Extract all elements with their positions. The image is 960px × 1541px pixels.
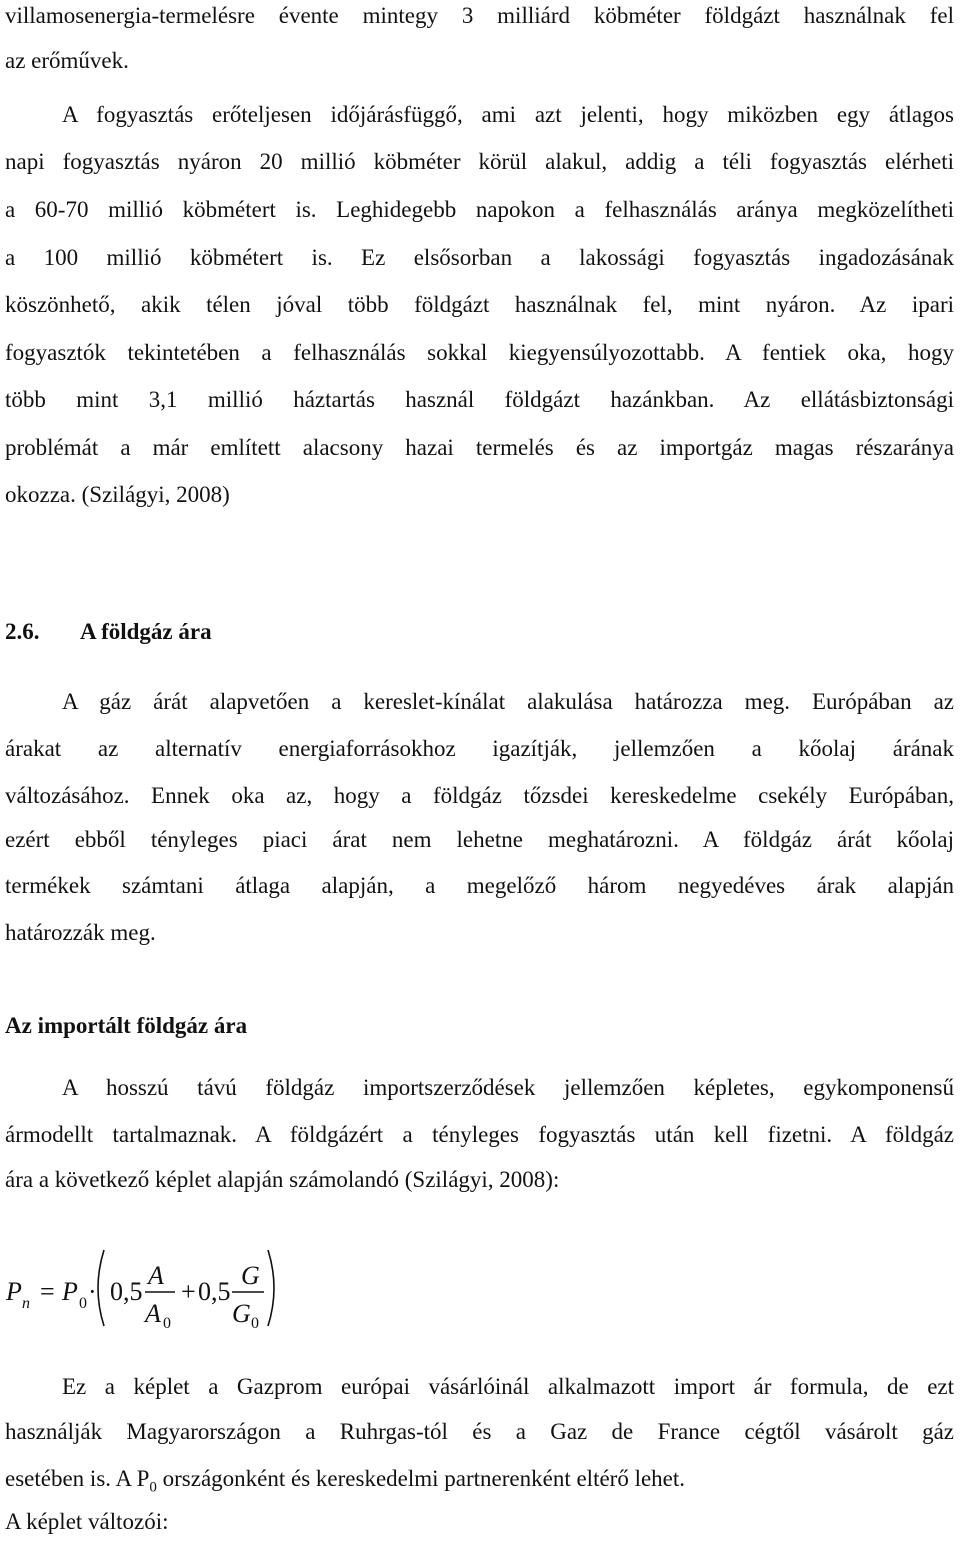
formula-p0: P bbox=[62, 1277, 78, 1306]
text-line: a 100 millió köbmétert is. Ez elsősorban a lakossági fogyasztás ingadozásának bbox=[5, 245, 954, 270]
text-line: okozza. (Szilágyi, 2008) bbox=[5, 482, 230, 507]
subscript-zero: 0 bbox=[149, 1479, 157, 1496]
text-line: a 60-70 millió köbmétert is. Leghidegebb napokon a felhasználás aránya megközelítheti bbox=[5, 197, 954, 222]
text-line: ára a következő képlet alapján számolandó (Szilágyi, 2008): bbox=[5, 1167, 560, 1192]
text-line: A fogyasztás erőteljesen időjárásfüggő, ami azt jelenti, hogy miközben egy átlagos bbox=[62, 102, 954, 127]
formula-denominator-1: A bbox=[145, 1299, 161, 1328]
formula-numerator-1: A bbox=[148, 1261, 164, 1290]
text-line: fogyasztók tekintetében a felhasználás sokkal kiegyensúlyozottabb. A fentiek oka, hogy bbox=[5, 340, 954, 365]
text-line: problémát a már említett alacsony hazai termelés és az importgáz magas részaránya bbox=[5, 435, 954, 460]
section-title: A földgáz ára bbox=[80, 619, 212, 644]
formula-pn-subscript: n bbox=[22, 1295, 30, 1312]
price-formula bbox=[0, 1228, 960, 1338]
text-line: több mint 3,1 millió háztartás használ földgázt hazánkban. Az ellátásbiztonsági bbox=[5, 387, 954, 412]
text-line: A gáz árát alapvetően a kereslet-kínálat alakulása határozza meg. Európában az bbox=[62, 689, 954, 714]
text-line: változásához. Ennek oka az, hogy a földgáz tőzsdei kereskedelme csekély Európában, bbox=[5, 783, 954, 808]
formula-numerator-2: G bbox=[241, 1261, 260, 1290]
text-line: határozzák meg. bbox=[5, 920, 156, 945]
text-line: árakat az alternatív energiaforrásokhoz igazítják, jellemzően a kőolaj árának bbox=[5, 736, 954, 761]
text-line: köszönhető, akik télen jóval több földgázt használnak fel, mint nyáron. Az ipari bbox=[5, 292, 954, 317]
text-line: az erőművek. bbox=[5, 48, 129, 73]
variables-intro: A képlet változói: bbox=[5, 1509, 169, 1534]
formula-left-paren bbox=[98, 1250, 104, 1326]
formula-coef-1: 0,5 bbox=[110, 1277, 143, 1306]
formula-equals: = bbox=[40, 1277, 55, 1306]
text-line: Ez a képlet a Gazprom európai vásárlóinál alkalmazott import ár formula, de ezt bbox=[62, 1374, 954, 1399]
text-segment: országonként és kereskedelmi partnerenként eltérő lehet. bbox=[156, 1466, 686, 1491]
formula-denominator-1-subscript: 0 bbox=[163, 1315, 171, 1332]
subheading: Az importált földgáz ára bbox=[5, 1013, 248, 1038]
text-segment: esetében is. A P bbox=[5, 1466, 150, 1491]
text-line: ármodellt tartalmaznak. A földgázért a tényleges fogyasztás után kell fizetni. A földgáz bbox=[5, 1122, 954, 1147]
formula-pn: P bbox=[6, 1277, 22, 1306]
text-line: használják Magyarországon a Ruhrgas-tól és a Gaz de France cégtől vásárolt gáz bbox=[5, 1419, 954, 1444]
text-line: ezért ebből tényleges piaci árat nem lehetne meghatározni. A földgáz árát kőolaj bbox=[5, 827, 954, 852]
formula-p0-subscript: 0 bbox=[79, 1295, 87, 1312]
formula-dot: · bbox=[88, 1277, 97, 1306]
formula-right-paren bbox=[268, 1250, 274, 1326]
formula-denominator-2: G bbox=[232, 1299, 251, 1328]
section-number: 2.6. bbox=[5, 619, 40, 644]
formula-denominator-2-subscript: 0 bbox=[251, 1315, 259, 1332]
text-line: villamosenergia-termelésre évente mintegy 3 milliárd köbméter földgázt használnak fel bbox=[5, 3, 954, 28]
text-line: termékek számtani átlaga alapján, a megelőző három negyedéves árak alapján bbox=[5, 873, 954, 898]
formula-plus: + bbox=[181, 1277, 196, 1306]
formula-coef-2: 0,5 bbox=[198, 1277, 231, 1306]
text-line: A hosszú távú földgáz importszerződések jellemzően képletes, egykomponensű bbox=[62, 1075, 954, 1100]
text-line: napi fogyasztás nyáron 20 millió köbméter körül alakul, addig a téli fogyasztás elérheti bbox=[5, 149, 954, 174]
text-line bbox=[5, 1465, 685, 1502]
